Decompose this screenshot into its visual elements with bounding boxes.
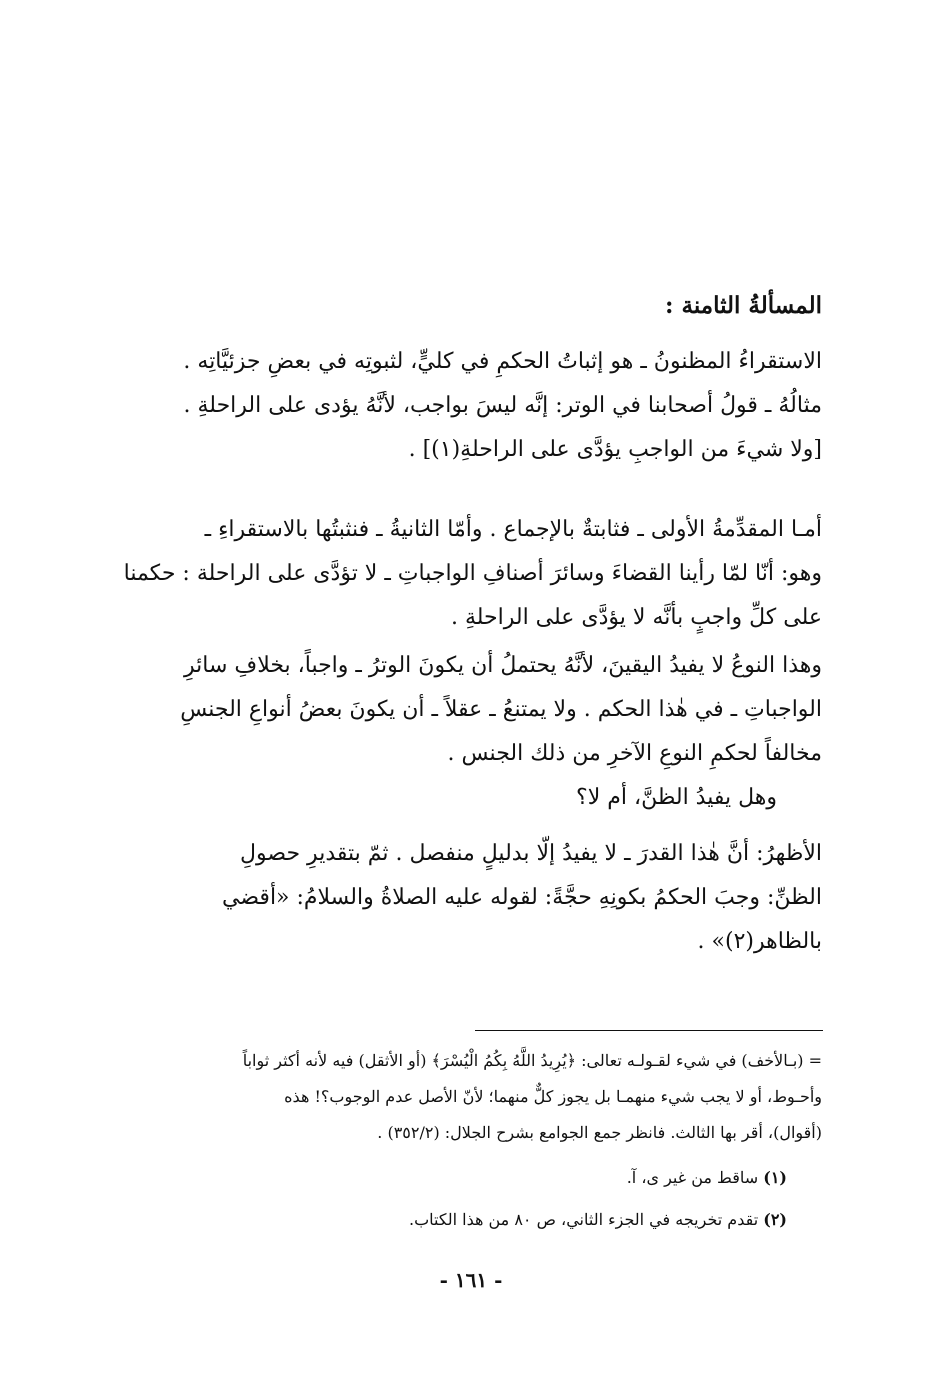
text-line: [ولا شيءَ من الواجبِ يؤدَّى على الراحلةِ(١)] . bbox=[408, 437, 822, 462]
footnote-divider bbox=[475, 1030, 823, 1031]
text-line: الاستقراءُ المظنونُ ـ هو إثباتُ الحكمِ في كليٍّ، لثبوتِه في بعضِ جزئيَّاتِه . bbox=[183, 349, 822, 374]
text-line: وهذا النوعُ لا يفيدُ اليقينَ، لأنَّهُ يحتملُ أن يكونَ الوترُ ـ واجباً، بخلافِ سائرِ bbox=[184, 653, 822, 678]
text-line: الأظهرُ: أنَّ هٰذا القدرَ ـ لا يفيدُ إلّا بدليلٍ منفصل . ثمّ بتقديرِ حصولِ bbox=[240, 841, 822, 866]
paragraph-certainty bbox=[118, 644, 822, 820]
text-line: وهو: أنّا لمّا رأينا القضاءَ وسائرَ أصنافِ الواجباتِ ـ لا تؤدَّى على الراحلة : حكمنا bbox=[123, 561, 822, 586]
text-line: مخالفاً لحكمِ النوعِ الآخرِ من ذلك الجنس . bbox=[447, 741, 822, 766]
section-heading: المسألةُ الثامنة : bbox=[664, 292, 822, 319]
footnote-1 bbox=[627, 1168, 787, 1187]
paragraph-conclusion bbox=[118, 832, 822, 964]
paragraph-premises bbox=[118, 508, 822, 640]
text-line: بالظاهر(٢)» . bbox=[697, 929, 822, 954]
footnote-line: (أقوال)، أقر بها الثالث. فانظر جمع الجوامع بشرح الجلال: (٣٥٢/٢) . bbox=[377, 1123, 822, 1142]
footnote-2 bbox=[409, 1210, 787, 1229]
text-line: على كلِّ واجبٍ بأنَّه لا يؤدَّى على الراحلةِ . bbox=[450, 605, 822, 630]
paragraph-definition bbox=[118, 340, 822, 472]
text-line: أمـا المقدِّمةُ الأولى ـ فثابتةٌ بالإجماع . وأمّا الثانيةُ ـ فنثبتُها بالاستقراءِ ـ bbox=[204, 517, 822, 542]
page-number: - ١٦١ - bbox=[439, 1268, 503, 1292]
text-line: وهل يفيدُ الظنَّ، أم لا؟ bbox=[576, 785, 777, 810]
footnote-line: وأحـوط، أو لا يجب شيء منهمـا بل يجوز كلٌّ منهما؛ لأنّ الأصل عدم الوجوب؟! هذه bbox=[284, 1087, 822, 1106]
text-line: مثالُهُ ـ قولُ أصحابنا في الوتر: إنَّه ليسَ بواجب، لأنَّهُ يؤدى على الراحلةِ . bbox=[183, 393, 822, 418]
footnote-line: = (بـالأخف) في شيء لقـولـه تعالى: ﴿يُرِيدُ اللَّهُ بِكُمُ الْيُسْرَ﴾ (أو الأثقل) فيه لأنه أكثر ثواباً bbox=[242, 1051, 822, 1070]
footnote-number: (١) bbox=[763, 1168, 787, 1187]
text-line: الظنِّ: وجبَ الحكمُ بكونِهِ حجَّةً: لقوله عليه الصلاةُ والسلامُ: «أقضي bbox=[222, 885, 822, 910]
footnote-text: تقدم تخريجه في الجزء الثاني، ص ٨٠ من هذا الكتاب. bbox=[409, 1210, 759, 1229]
text-line: الواجباتِ ـ في هٰذا الحكم . ولا يمتنعُ ـ عقلاً ـ أن يكونَ بعضُ أنواعِ الجنسِ bbox=[180, 697, 822, 722]
footnote-continuation bbox=[118, 1043, 822, 1151]
footnote-text: ساقط من غير ى، آ. bbox=[626, 1168, 759, 1187]
footnote-number: (٢) bbox=[763, 1210, 787, 1229]
